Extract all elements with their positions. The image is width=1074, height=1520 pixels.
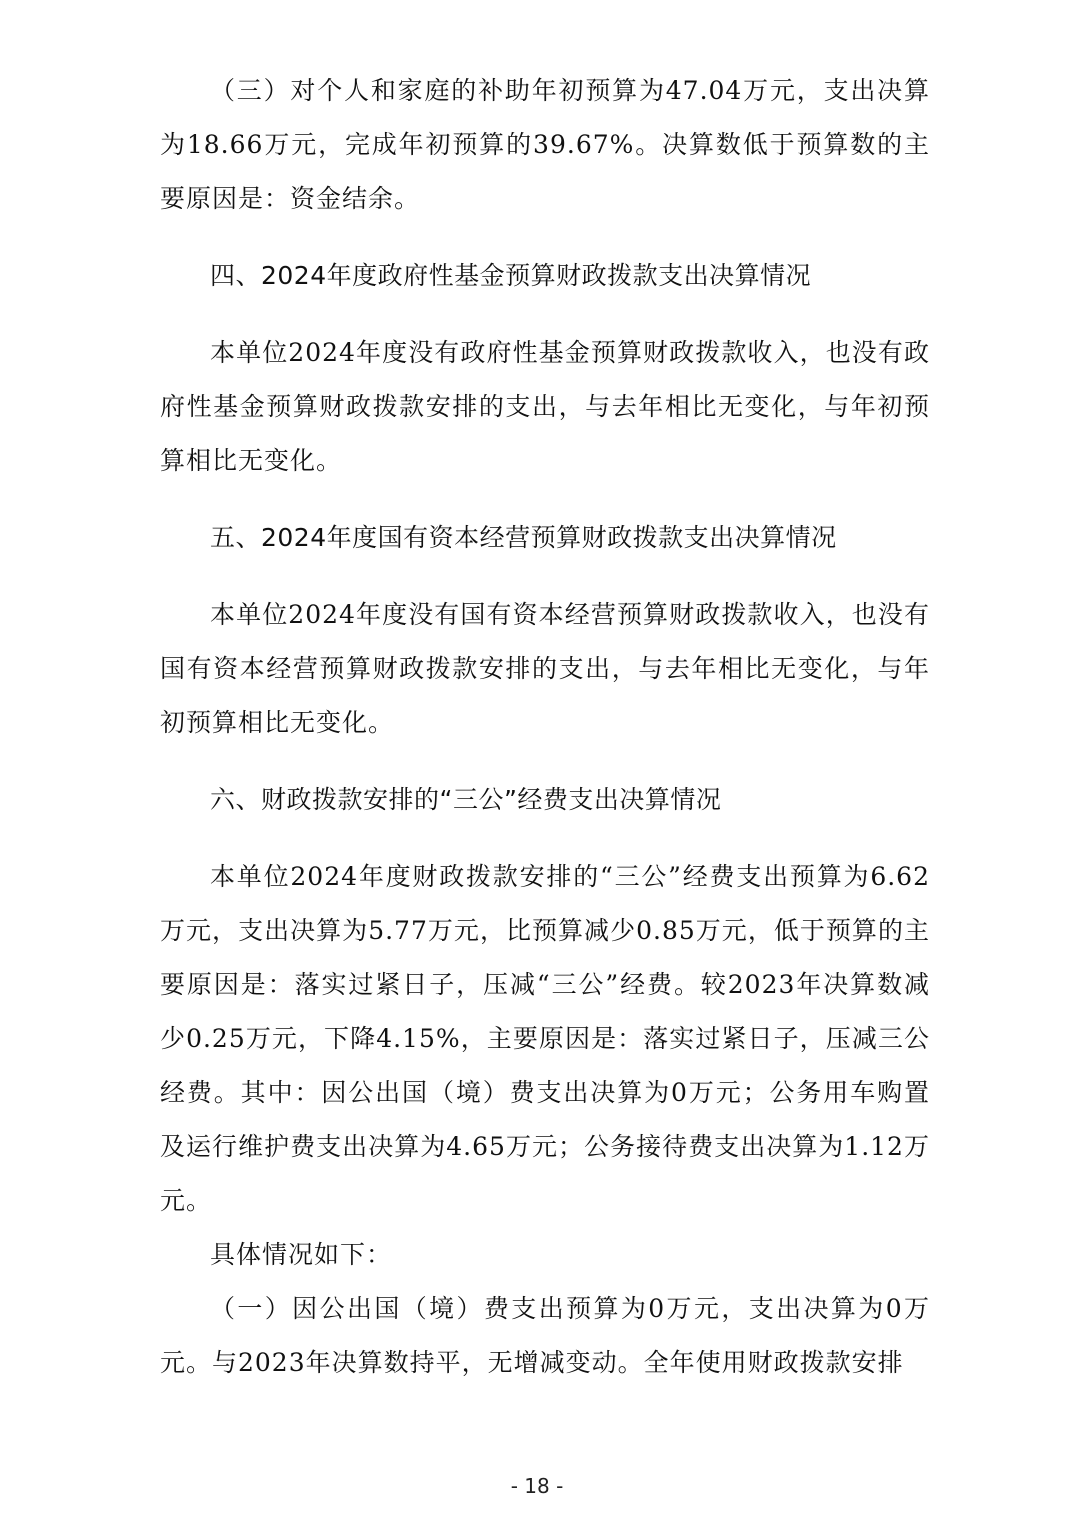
paragraph-personal-family-subsidy: （三）对个人和家庭的补助年初预算为47.04万元，支出决算为18.66万元，完成年初预算的39.67%。决算数低于预算数的主要原因是：资金结余。	[160, 76, 930, 213]
heading-section-6: 六、财政拨款安排的“三公”经费支出决算情况	[210, 785, 722, 814]
paragraph-details-intro: 具体情况如下：	[210, 1240, 393, 1269]
heading-section-5: 五、2024年度国有资本经营预算财政拨款支出决算情况	[210, 523, 837, 552]
page-number: - 18 -	[510, 1474, 564, 1498]
heading-section-4: 四、2024年度政府性基金预算财政拨款支出决算情况	[210, 261, 812, 290]
paragraph-state-capital: 本单位2024年度没有国有资本经营预算财政拨款收入，也没有国有资本经营预算财政拨款安排的支出，与去年相比无变化，与年初预算相比无变化。	[160, 600, 930, 737]
paragraph-government-fund: 本单位2024年度没有政府性基金预算财政拨款收入，也没有政府性基金预算财政拨款安排的支出，与去年相比无变化，与年初预算相比无变化。	[160, 338, 930, 475]
document-body	[160, 64, 930, 1390]
paragraph-overseas-travel: （一）因公出国（境）费支出预算为0万元，支出决算为0万元。与2023年决算数持平，无增减变动。全年使用财政拨款安排	[160, 1294, 930, 1377]
paragraph-three-public-expenses: 本单位2024年度财政拨款安排的“三公”经费支出预算为6.62万元，支出决算为5.77万元，比预算减少0.85万元，低于预算的主要原因是：落实过紧日子，压减“三公”经费。较2023年决算数减少0.25万元，下降4.15%，主要原因是：落实过紧日子，压减三公经费。其中：因公出国（境）费支出决算为0万元；公务用车购置及运行维护费支出决算为4.65万元；公务接待费支出决算为1.12万元。	[160, 862, 930, 1215]
